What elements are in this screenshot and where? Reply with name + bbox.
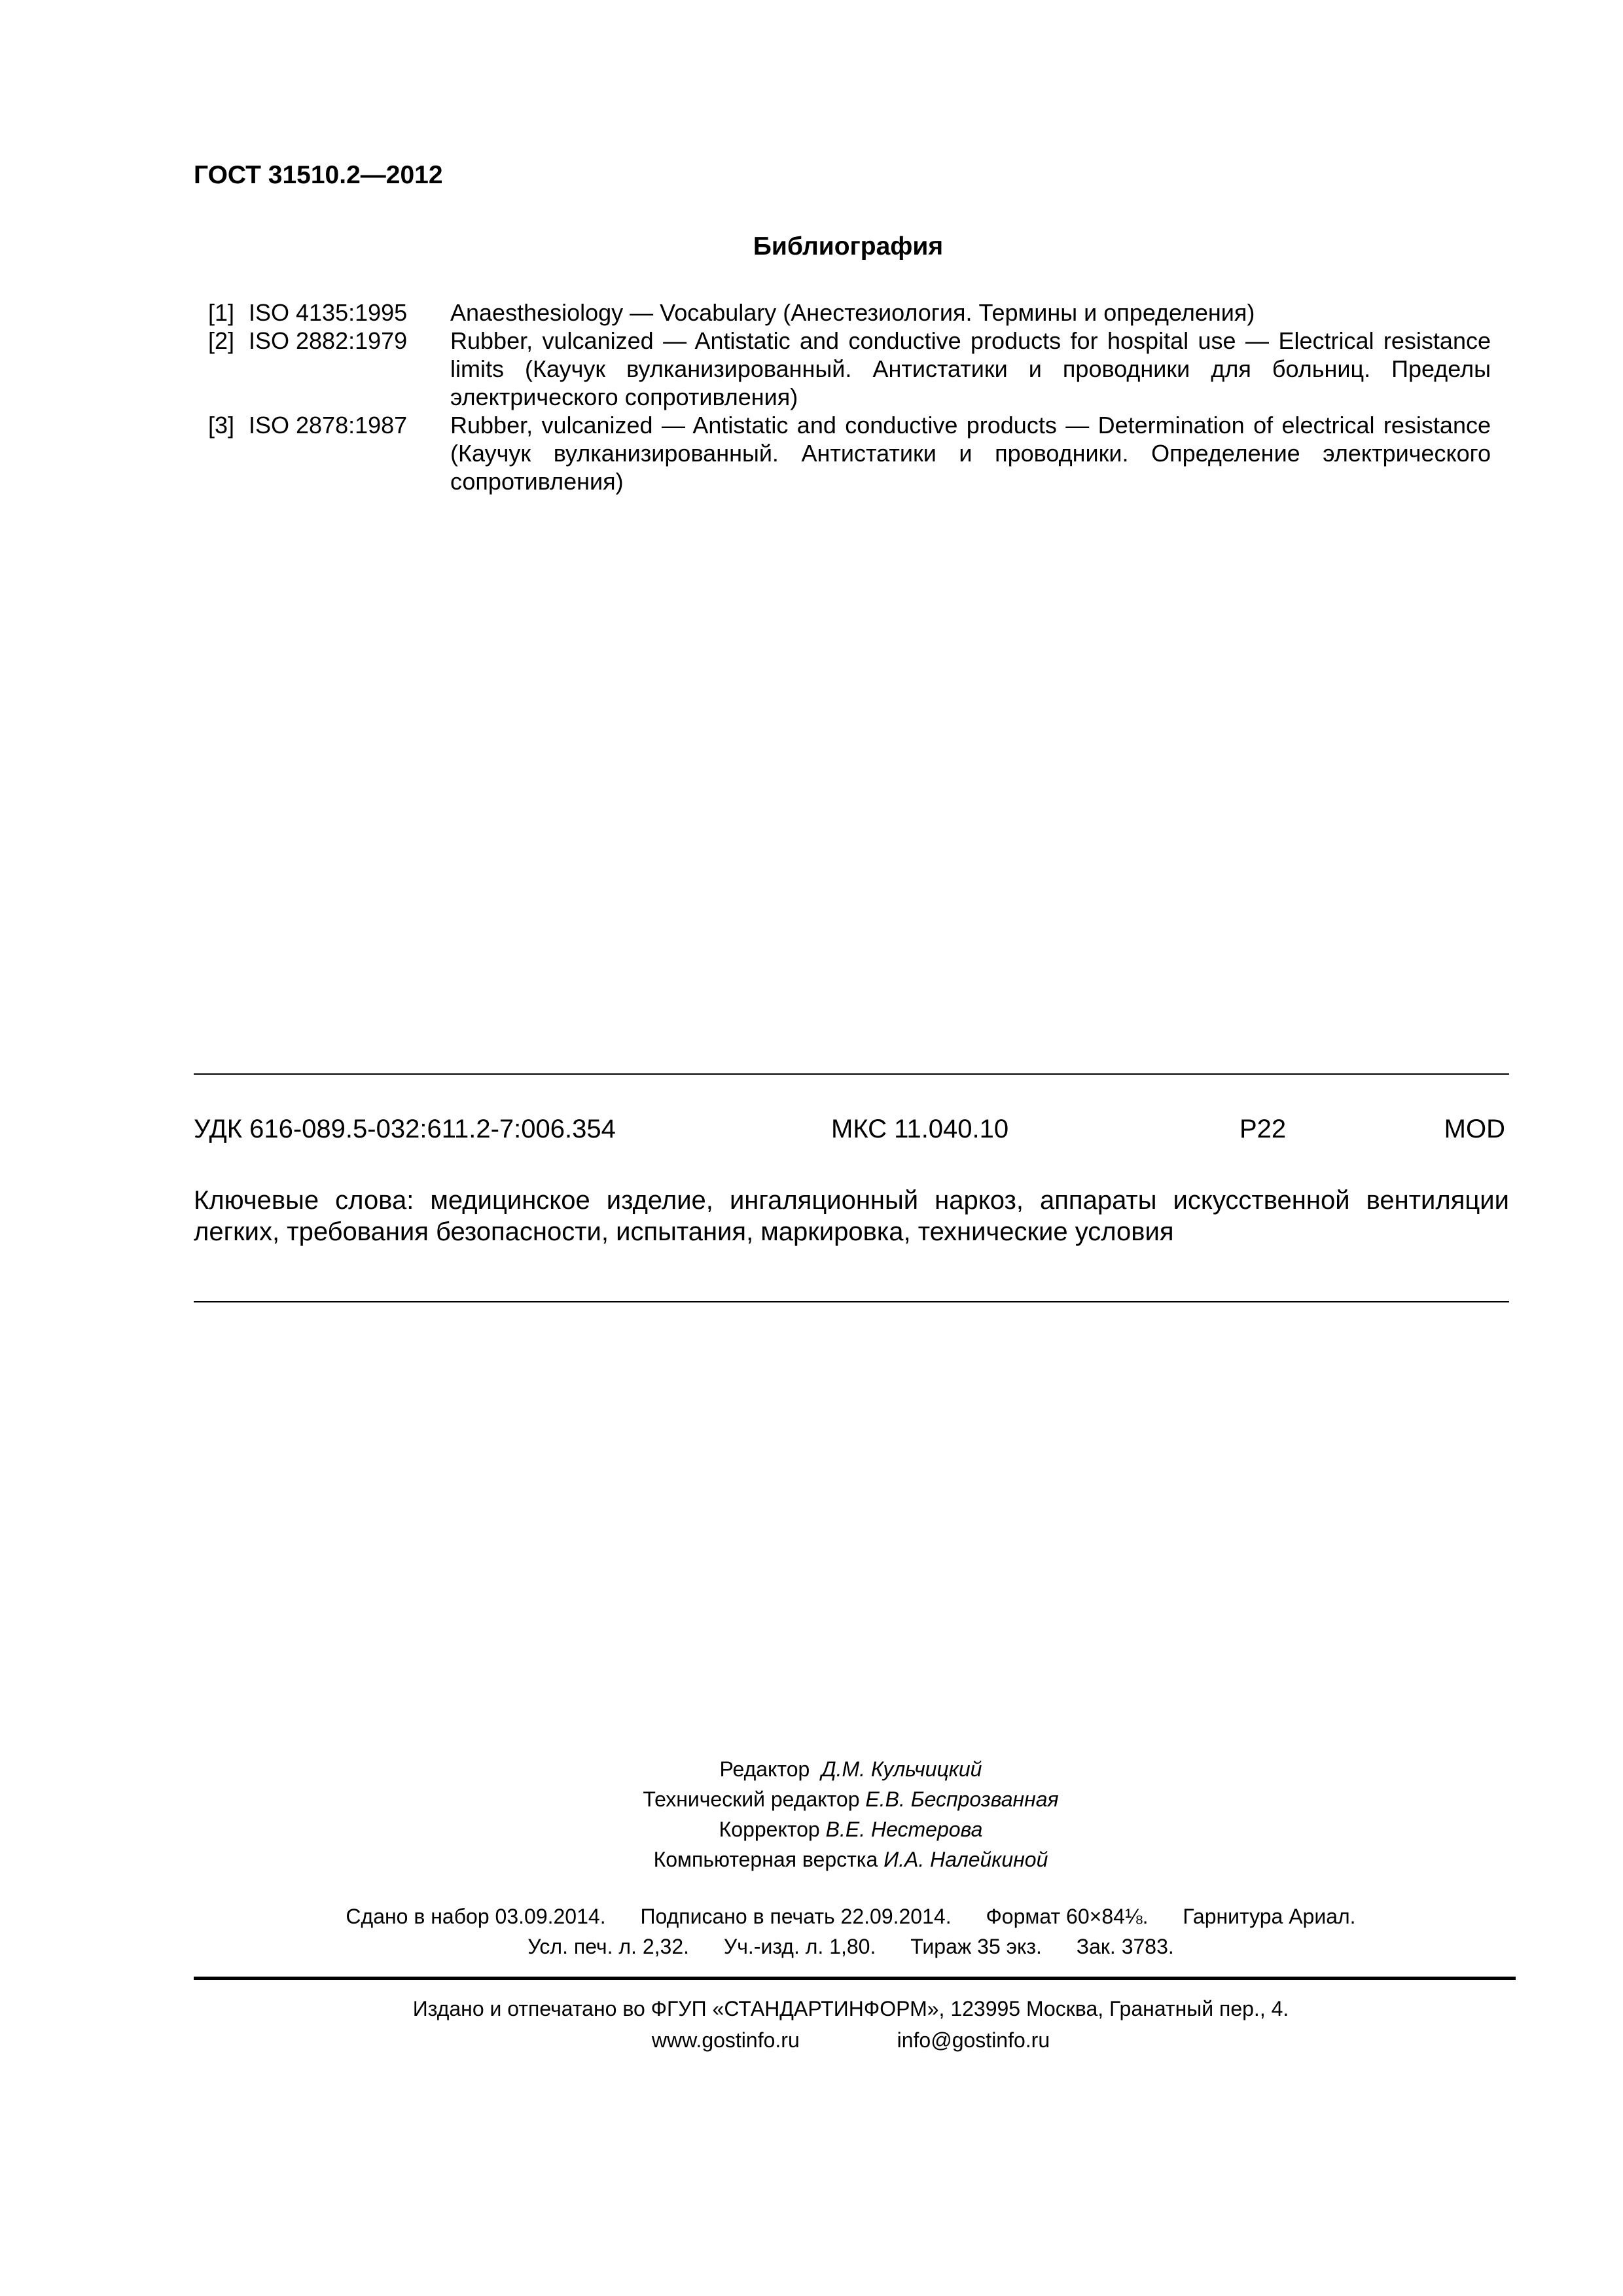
- classification-row: [194, 1115, 1509, 1147]
- publication-info: [0, 1901, 1623, 1962]
- pub-typeface: Гарнитура Ариал.: [1183, 1905, 1356, 1928]
- printer-links: [0, 2024, 1623, 2056]
- keywords-line-1: Ключевые слова: медицинское изделие, ингаляционный наркоз, аппараты искусственной вентиляции: [194, 1186, 1509, 1215]
- credit-corrector: [0, 1814, 1623, 1844]
- email-link[interactable]: info@gostinfo.ru: [897, 2028, 1050, 2052]
- bibliography-entry: [208, 411, 1491, 495]
- okp-code: Р22: [1240, 1115, 1287, 1143]
- bibliography-entry: [208, 327, 1491, 411]
- credit-name: И.А. Налейкиной: [883, 1848, 1048, 1871]
- entry-number: [3]: [208, 412, 235, 439]
- mod-code: MOD: [1444, 1115, 1505, 1143]
- entry-number: [2]: [208, 327, 235, 354]
- credit-role: Корректор: [719, 1818, 820, 1841]
- pub-format: Формат 60×84⅛.: [986, 1905, 1149, 1928]
- divider-top: [194, 1073, 1509, 1075]
- credit-name: Е.В. Беспрозванная: [865, 1787, 1059, 1811]
- printer-address: Издано и отпечатано во ФГУП «СТАНДАРТИНФОРМ», 123995 Москва, Гранатный пер., 4.: [412, 1997, 1289, 2020]
- credits: [0, 1754, 1623, 1874]
- pub-order: Зак. 3783.: [1076, 1935, 1174, 1958]
- pub-typeset-date: Сдано в набор 03.09.2014.: [346, 1905, 606, 1928]
- credit-role: Редактор: [719, 1757, 810, 1781]
- publication-line-1: [0, 1901, 1623, 1931]
- entry-title: Rubber, vulcanized — Antistatic and conductive products — Determination of electrical resistance (Каучук вулканизированный. Антистатики и проводники. Определение электрического сопротивления): [450, 412, 1491, 495]
- credit-name: Д.М. Кульчицкий: [821, 1757, 982, 1781]
- credit-editor: [0, 1754, 1623, 1784]
- entry-title: Rubber, vulcanized — Antistatic and conductive products for hospital use — Electrical resistance limits (Каучук вулканизированный. Антистатики и проводники для больниц. Пределы электрического сопротивления): [450, 327, 1491, 410]
- pub-print-sheets: Усл. печ. л. 2,32.: [527, 1935, 689, 1958]
- credit-name: В.Е. Нестерова: [825, 1818, 983, 1841]
- document-code: ГОСТ 31510.2—2012: [194, 161, 443, 189]
- entry-title: Anaesthesiology — Vocabulary (Анестезиология. Термины и определения): [450, 299, 1255, 326]
- udk-code: УДК 616-089.5-032:611.2-7:006.354: [194, 1115, 616, 1143]
- entry-standard: ISO 2878:1987: [249, 412, 408, 439]
- divider-publisher: [194, 1977, 1516, 1980]
- credit-role: Компьютерная верстка: [653, 1848, 878, 1871]
- bibliography-title: Библиография: [753, 232, 944, 260]
- pub-print-date: Подписано в печать 22.09.2014.: [640, 1905, 952, 1928]
- credit-role: Технический редактор: [643, 1787, 860, 1811]
- keywords-line-2: легких, требования безопасности, испытания, маркировка, технические условия: [194, 1217, 1174, 1246]
- bibliography-entry: [208, 298, 1491, 327]
- entry-number: [1]: [208, 299, 235, 326]
- credit-tech-editor: [0, 1784, 1623, 1814]
- pub-circulation: Тираж 35 экз.: [910, 1935, 1042, 1958]
- website-link[interactable]: www.gostinfo.ru: [651, 2028, 800, 2052]
- credit-layout: [0, 1844, 1623, 1874]
- keywords: [194, 1185, 1509, 1247]
- entry-standard: ISO 2882:1979: [249, 327, 408, 354]
- mks-code: МКС 11.040.10: [831, 1115, 1009, 1143]
- divider-bottom: [194, 1301, 1509, 1302]
- pub-edition-sheets: Уч.-изд. л. 1,80.: [723, 1935, 876, 1958]
- bibliography-list: [208, 298, 1491, 495]
- printer-info: [0, 1993, 1623, 2056]
- entry-standard: ISO 4135:1995: [249, 299, 408, 326]
- publication-line-2: [0, 1931, 1623, 1962]
